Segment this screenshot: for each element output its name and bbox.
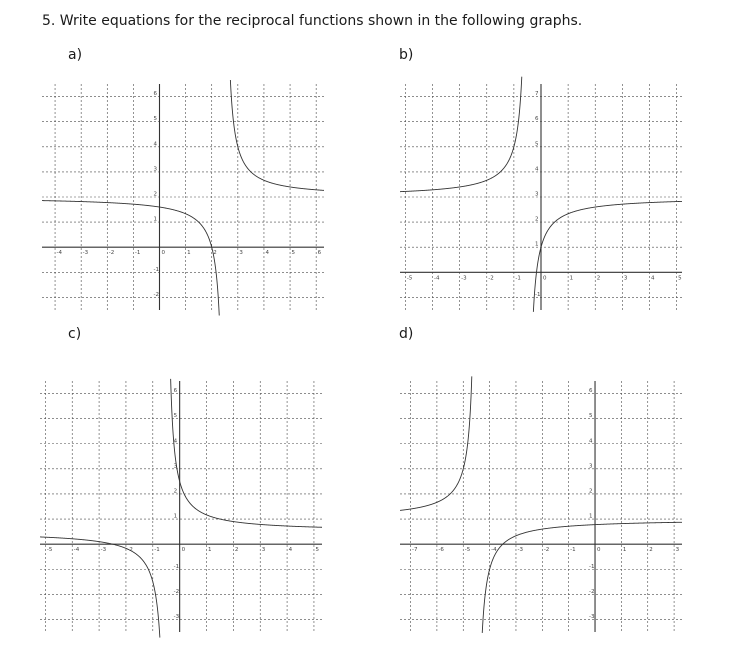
x-tick-label: -6	[438, 547, 444, 554]
y-tick-label: -1	[589, 563, 595, 570]
x-tick-label: -4	[491, 547, 497, 554]
y-tick-label: 1	[153, 216, 157, 223]
graph-c	[40, 381, 322, 632]
x-tick-label: 1	[622, 547, 627, 554]
y-tick-label: -1	[153, 266, 159, 273]
y-tick-label: 2	[589, 488, 593, 495]
y-tick-label: 3	[535, 191, 539, 198]
y-tick-label: 4	[589, 438, 593, 445]
graph-b-curve-branch-right	[533, 201, 682, 312]
y-tick-label: -1	[535, 291, 541, 298]
y-tick-label: 3	[173, 463, 178, 470]
graph-a-label: a)	[68, 47, 83, 63]
y-tick-label: 3	[589, 463, 593, 470]
y-tick-label: -3	[173, 613, 180, 620]
x-tick-label: -3	[100, 547, 107, 554]
graph-c-plot	[40, 381, 322, 632]
graph-b	[400, 84, 682, 310]
y-tick-label: 3	[153, 166, 157, 173]
origin-label: 0	[181, 547, 186, 554]
y-tick-label: 6	[535, 116, 539, 123]
graph-c-curve-branch-right	[171, 379, 322, 527]
y-tick-label: 5	[153, 116, 157, 123]
graph-d-curve-branch-right	[482, 522, 682, 633]
x-tick-label: 2	[649, 547, 653, 554]
y-tick-label: 4	[535, 166, 539, 173]
graph-b-curve-branch-left	[400, 77, 522, 192]
graph-a-curve-branch-right	[230, 80, 324, 190]
graph-a-curve-branch-left	[42, 201, 219, 316]
x-tick-label: 3	[675, 547, 680, 554]
x-tick-label: -7	[412, 547, 418, 554]
graph-b-label: b)	[399, 47, 414, 63]
x-tick-label: 1	[187, 250, 191, 257]
graph-d-label: d)	[399, 326, 414, 342]
graph-a	[42, 84, 324, 310]
y-tick-label: 6	[589, 388, 593, 395]
x-tick-label: 5	[291, 250, 296, 257]
y-tick-label: 2	[173, 488, 178, 495]
origin-label: 0	[597, 547, 601, 554]
y-tick-label: 4	[173, 438, 178, 445]
x-tick-label: -5	[464, 547, 471, 554]
x-tick-label: -5	[406, 275, 413, 282]
x-tick-label: -1	[134, 250, 141, 257]
x-tick-label: -1	[515, 275, 521, 282]
x-tick-label: -2	[108, 250, 115, 257]
x-tick-label: -1	[570, 547, 576, 554]
y-tick-label: -2	[173, 588, 180, 595]
y-tick-label: 6	[153, 91, 157, 98]
x-tick-label: -4	[73, 547, 80, 554]
x-tick-label: 2	[213, 250, 217, 257]
y-tick-label: -2	[589, 588, 595, 595]
x-tick-label: -2	[127, 547, 133, 554]
y-tick-label: 1	[535, 241, 539, 248]
x-tick-label: 3	[261, 547, 266, 554]
y-tick-label: 2	[153, 191, 157, 198]
x-tick-label: -3	[82, 250, 89, 257]
x-tick-label: 3	[239, 250, 243, 257]
x-tick-label: 5	[678, 275, 682, 282]
x-tick-label: -4	[434, 275, 440, 282]
graph-d-plot	[400, 381, 682, 632]
y-tick-label: 6	[173, 388, 178, 395]
y-tick-label: 1	[173, 513, 178, 520]
y-tick-label: -2	[153, 291, 159, 298]
x-tick-label: -2	[488, 275, 494, 282]
x-tick-label: -3	[517, 547, 523, 554]
question-text: 5. Write equations for the reciprocal functions shown in the following graphs.	[42, 13, 583, 29]
y-tick-label: 2	[535, 216, 539, 223]
y-tick-label: -3	[589, 613, 595, 620]
y-tick-label: 5	[535, 141, 539, 148]
x-tick-label: 4	[265, 250, 269, 257]
x-tick-label: -1	[154, 547, 160, 554]
x-tick-label: -5	[46, 547, 53, 554]
x-tick-label: 5	[315, 547, 319, 554]
x-tick-label: -2	[543, 547, 550, 554]
y-tick-label: 5	[589, 413, 593, 420]
x-tick-label: -4	[56, 250, 63, 257]
x-tick-label: 2	[234, 547, 239, 554]
y-tick-label: -1	[173, 563, 180, 570]
x-tick-label: 1	[208, 547, 212, 554]
x-tick-label: 2	[596, 275, 601, 282]
origin-label: 0	[543, 275, 547, 282]
x-tick-label: 1	[569, 275, 574, 282]
x-tick-label: 3	[623, 275, 628, 282]
y-tick-label: 5	[173, 413, 178, 420]
graph-b-plot	[400, 84, 682, 310]
graph-a-plot	[42, 84, 324, 310]
graph-d	[400, 381, 682, 632]
graph-c-label: c)	[68, 326, 82, 342]
x-tick-label: 6	[317, 250, 322, 257]
x-tick-label: 4	[288, 547, 293, 554]
y-tick-label: 1	[589, 513, 593, 520]
y-tick-label: 7	[535, 91, 539, 98]
x-tick-label: -3	[461, 275, 467, 282]
origin-label: 0	[161, 250, 165, 257]
y-tick-label: 4	[153, 141, 157, 148]
x-tick-label: 4	[650, 275, 655, 282]
